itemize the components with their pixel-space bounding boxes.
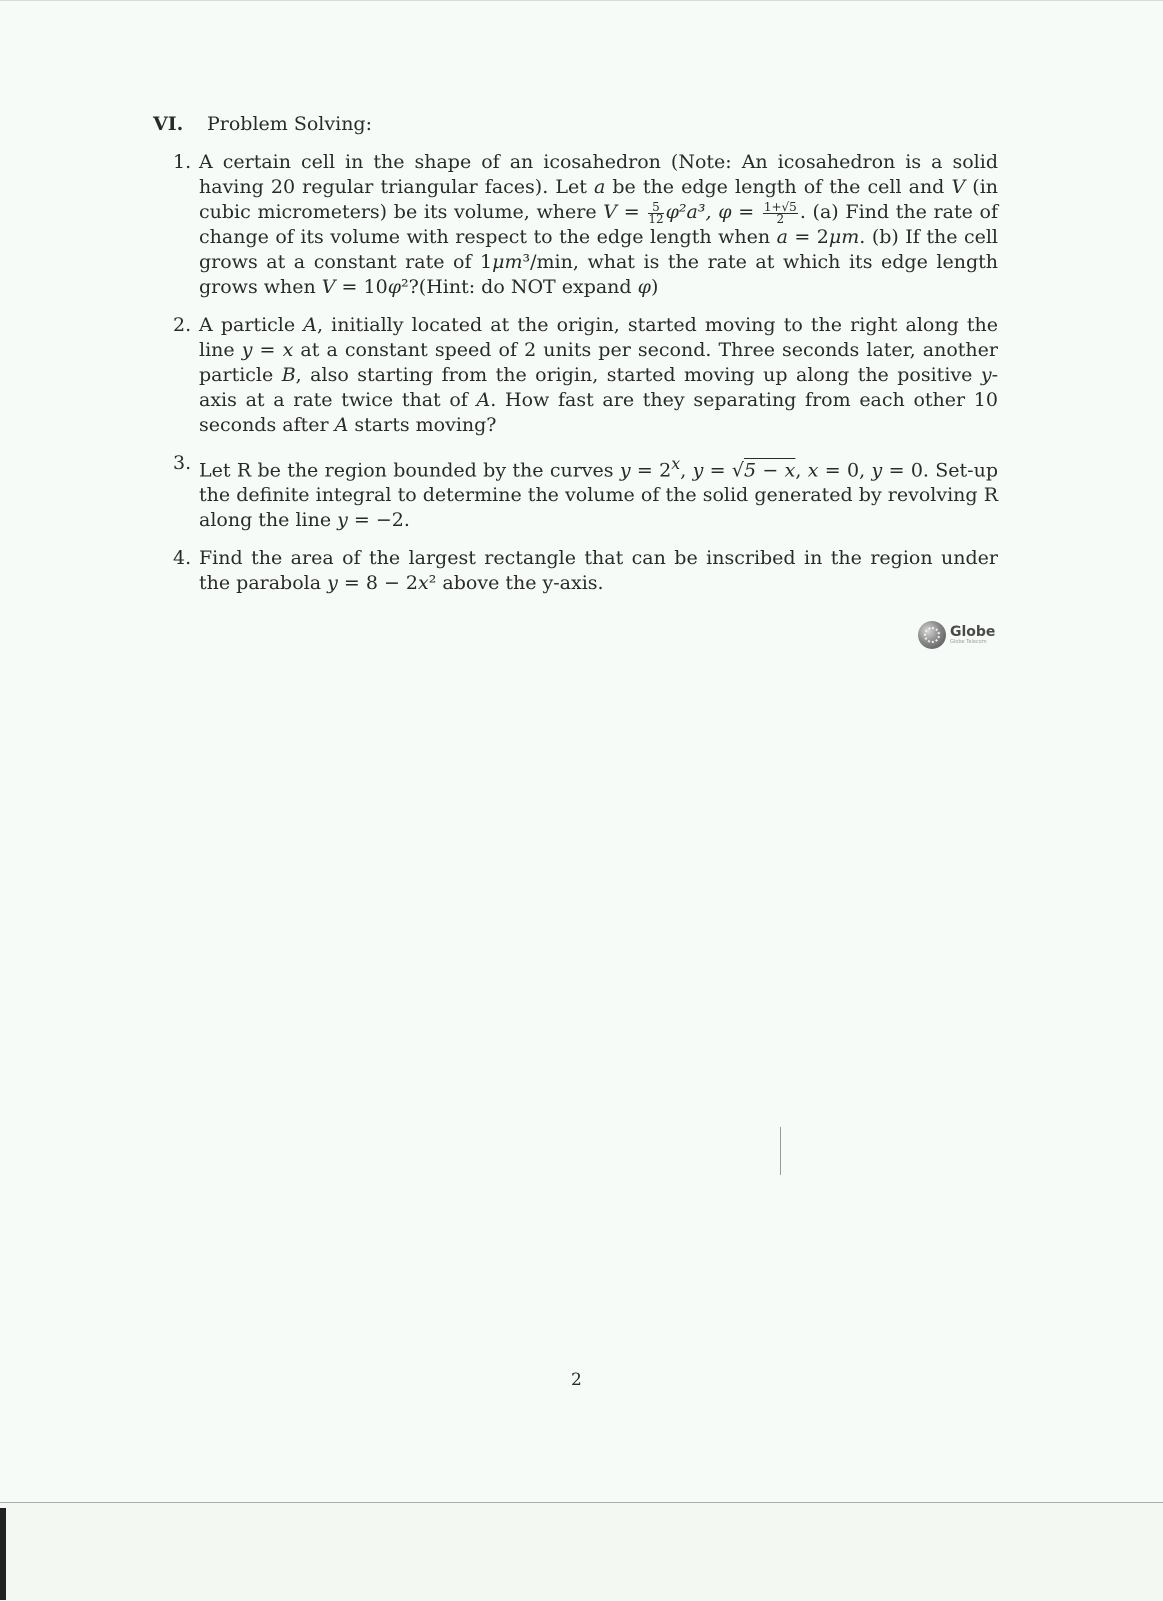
math-op: = 2 [630, 459, 672, 482]
globe-icon [918, 621, 946, 649]
globe-logo [918, 621, 995, 649]
problem-text: be the edge length of the cell and [605, 176, 952, 198]
problem-text: = −2. [347, 509, 410, 532]
logo-wordmark [950, 625, 995, 645]
math-var: V [951, 176, 966, 198]
problem-text: -axis at a rate twice that of [199, 364, 998, 411]
math-radicand: 5 − x [744, 459, 796, 482]
page-top-edge [0, 0, 1163, 1]
problem-2 [153, 313, 998, 438]
problem-number: 2. [173, 314, 192, 336]
math-var: y [692, 459, 704, 482]
problem-text: Let R be the region bounded by the curves [199, 459, 620, 482]
math-var: a [593, 176, 606, 198]
math-var: y [327, 572, 338, 595]
fraction-denominator: 2 [776, 211, 785, 226]
problem-number: 4. [173, 547, 192, 570]
page-number: 2 [571, 1370, 582, 1390]
problem-text: ²?(Hint: do NOT expand [401, 276, 638, 298]
fraction-golden-ratio [763, 199, 798, 226]
math-var: a [776, 226, 788, 248]
math-op: = 8 − 2 [337, 572, 419, 595]
fraction-numerator: 5 [648, 202, 663, 214]
fraction-five-twelfths [648, 199, 664, 226]
math-var: x [807, 459, 819, 482]
fraction-denominator: 12 [648, 211, 664, 226]
math-var: A [476, 389, 491, 411]
math-op: = 2 [787, 226, 829, 248]
problem-4 [153, 546, 998, 596]
problem-text: Find the area of the largest rectangle that can be inscribed in the region under the parabola [199, 547, 998, 595]
math-var: x [418, 572, 429, 595]
math-var: φ [387, 276, 401, 298]
problem-text: ) [650, 276, 659, 298]
problem-number: 3. [173, 452, 192, 474]
problem-text: A particle [199, 314, 304, 336]
scanner-edge-shadow [0, 1508, 6, 1600]
problem-number: 1. [173, 151, 192, 173]
math-op: = 0, [818, 459, 872, 482]
problem-text: . (a) Find the rate of change of its volume with respect to the edge length when [199, 201, 999, 248]
scan-artifact [780, 1127, 781, 1175]
scanner-bed-strip [0, 1502, 1163, 1601]
problem-text: (in cubic micrometers) be its volume, where [199, 176, 999, 223]
math-op: = [731, 201, 761, 223]
problem-text: ² above the y-axis. [428, 572, 604, 595]
math-exponent: x [671, 454, 681, 473]
math-expression: φ²a³, φ [665, 201, 732, 223]
exam-content [153, 112, 998, 609]
problem-text: ³/min, what is the rate at which its edge length grows when [199, 251, 998, 298]
logo-tagline: Globe Telecom [950, 639, 987, 645]
math-var: V [603, 201, 618, 223]
math-op: , [680, 459, 693, 482]
math-var: φ [637, 276, 651, 298]
math-op: = [617, 201, 647, 223]
math-var: A [334, 414, 349, 436]
section-title: Problem Solving: [207, 113, 372, 135]
math-op: = √ [703, 459, 744, 482]
math-var: y [619, 459, 631, 482]
problem-text: A certain cell in the shape of an icosahedron (Note: An icosahedron is a solid having 20 regular triangular faces). Let [199, 151, 998, 198]
problem-1 [153, 150, 998, 300]
math-op: , [795, 459, 808, 482]
math-var: y [871, 459, 883, 482]
math-var: V [321, 276, 336, 298]
math-op: = 10 [335, 276, 388, 298]
problem-text: . (b) If the cell grows at a constant rate of 1 [199, 226, 998, 273]
problem-text: = 0. Set-up the definite integral to determine the volume of the solid generated by revolving R along the line [199, 459, 998, 532]
math-var: B [281, 364, 296, 386]
math-var: y [337, 509, 348, 532]
math-expression: y = x [241, 339, 294, 361]
problem-text: at a constant speed of 2 units per second. Three seconds later, another particle [199, 339, 998, 386]
math-unit: μm [492, 251, 523, 273]
section-number: VI. [153, 113, 184, 135]
problem-text: , also starting from the origin, started moving up along the positive [295, 364, 981, 386]
problem-text: starts moving? [348, 414, 497, 436]
problem-text: . How fast are they separating from each other 10 seconds after [199, 389, 998, 436]
problem-3 [153, 451, 998, 533]
problem-text: , initially located at the origin, started moving to the right along the line [199, 314, 998, 361]
logo-name: Globe [950, 624, 996, 640]
math-var: y [980, 364, 992, 386]
math-unit: μm [828, 226, 860, 248]
section-header [153, 112, 998, 137]
fraction-numerator: 1+√5 [763, 199, 797, 214]
math-var: A [303, 314, 317, 336]
